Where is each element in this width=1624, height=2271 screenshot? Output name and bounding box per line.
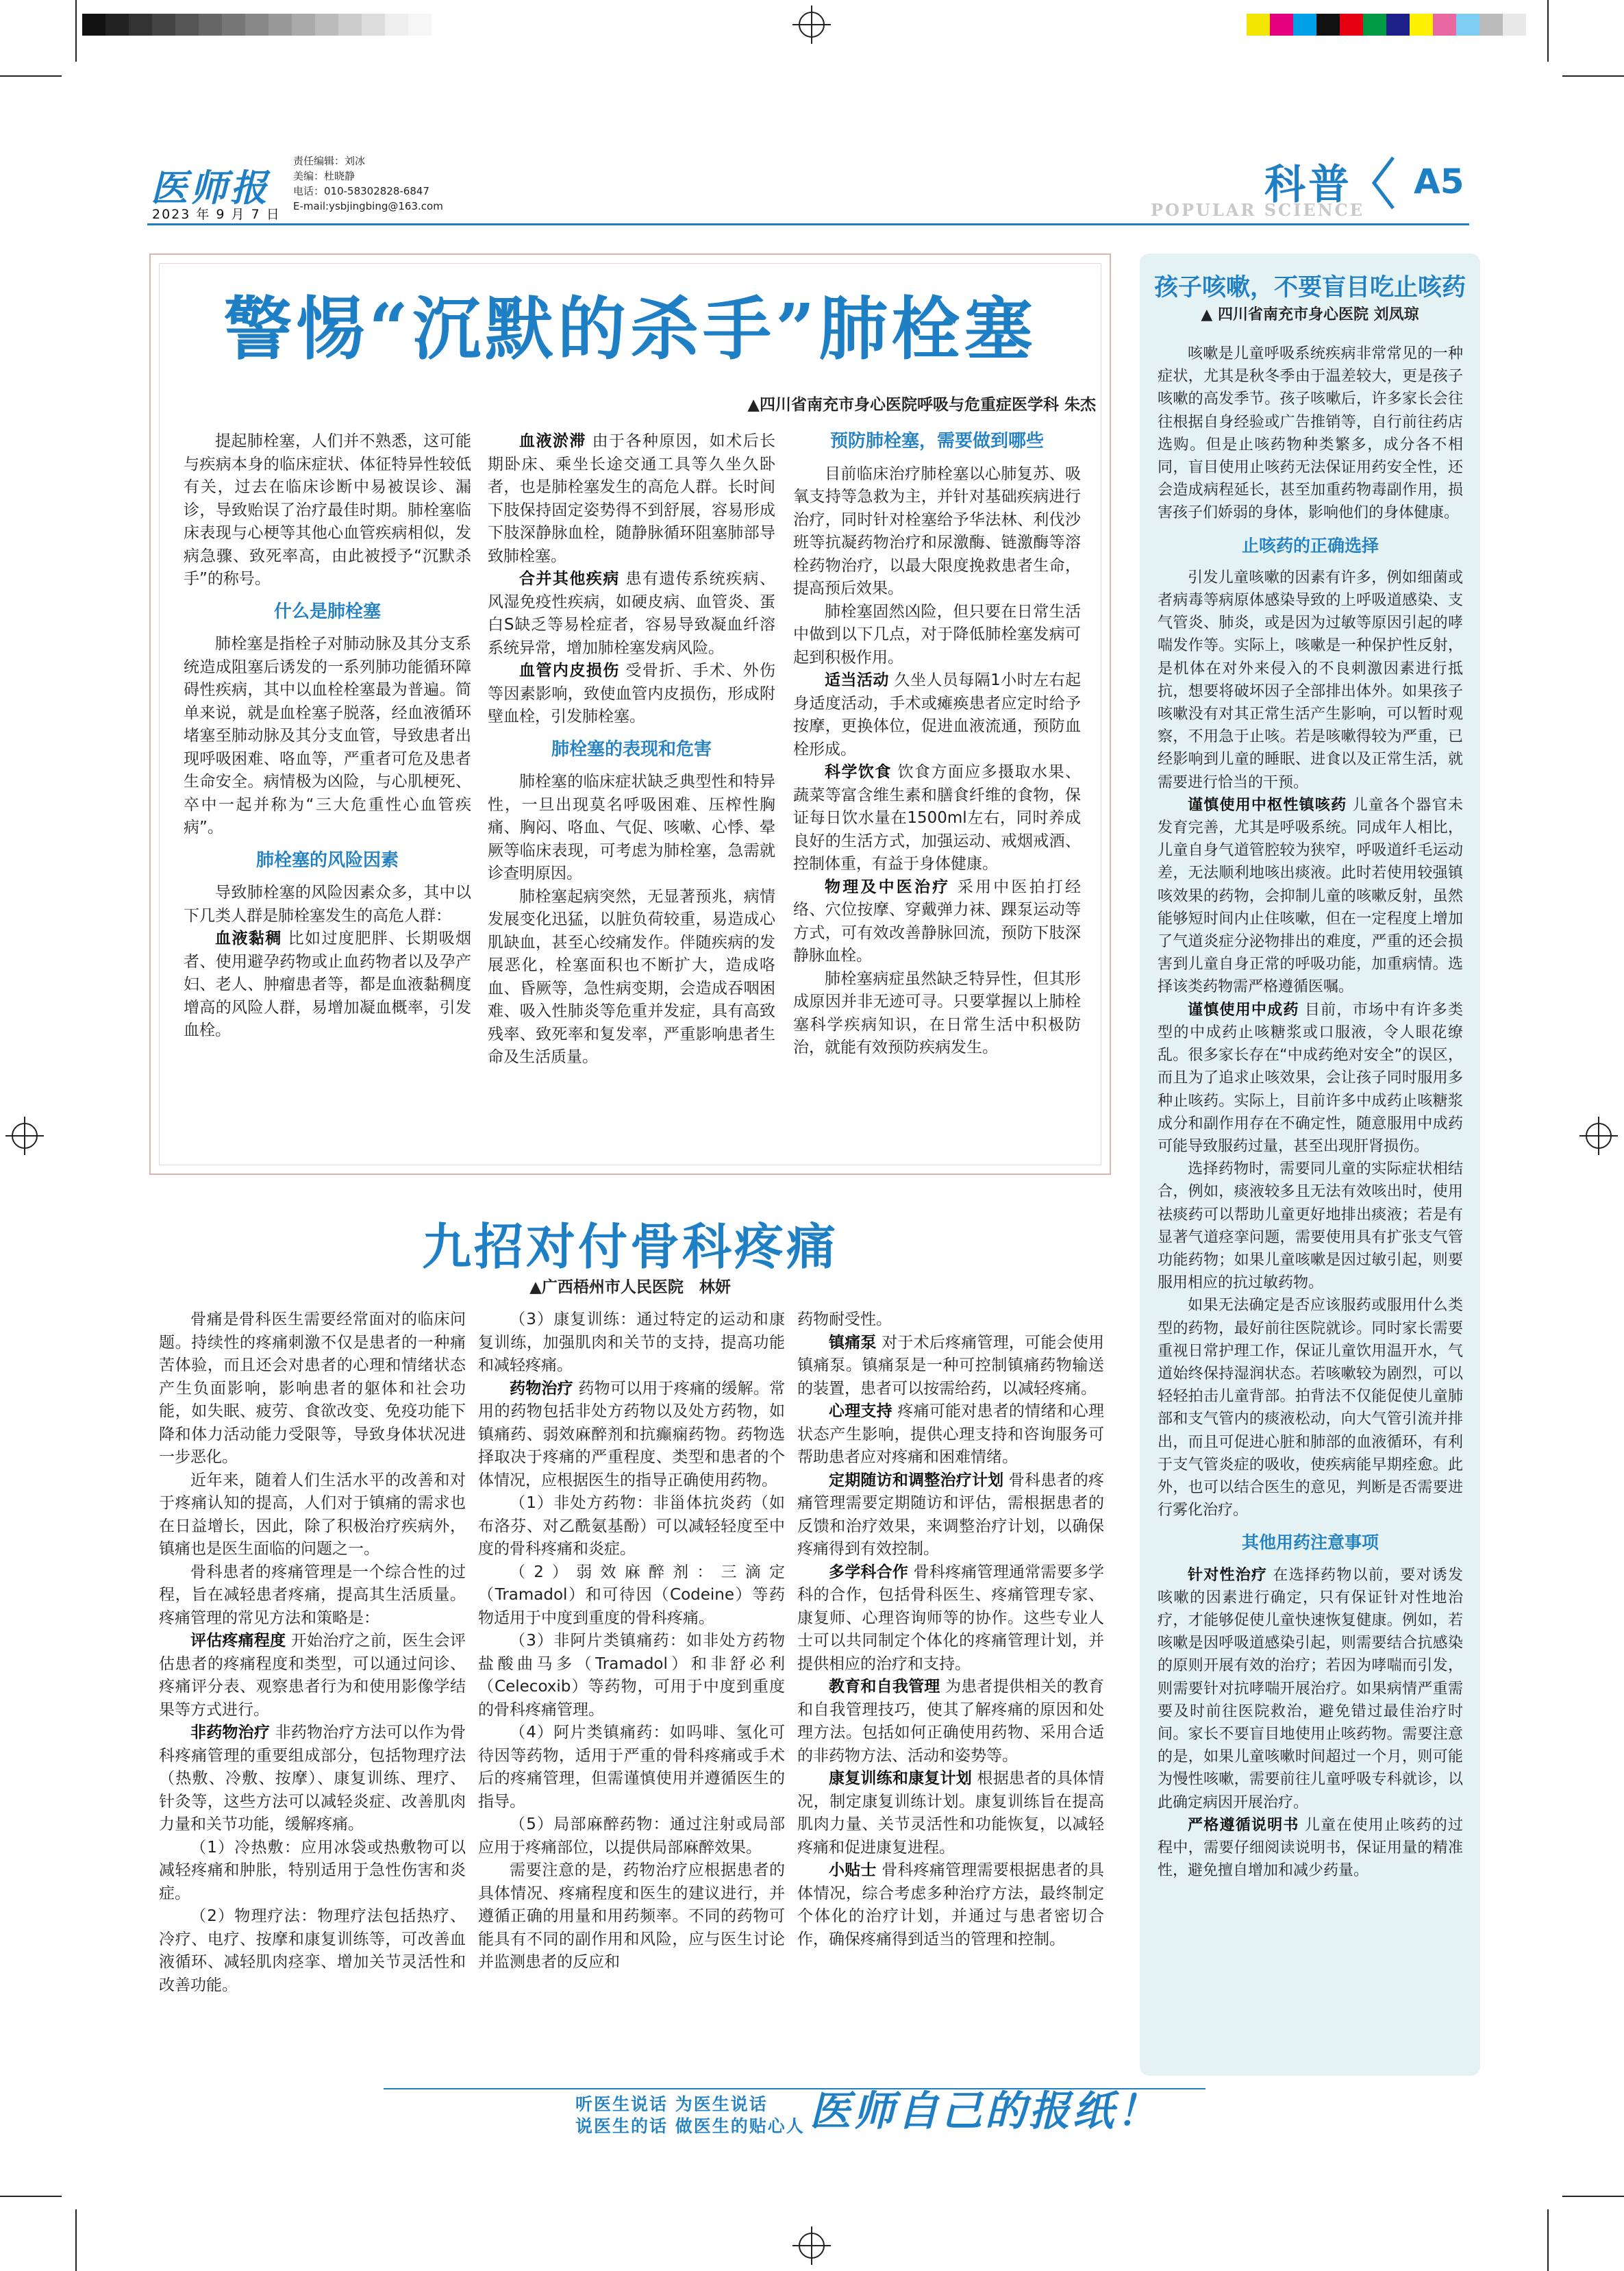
paragraph: （1）非处方药物：非甾体抗炎药（如布洛芬、对乙酰氨基酚）可以减轻轻度至中度的骨科疼痛和炎症。 <box>478 1494 785 1558</box>
paragraph <box>1158 999 1463 1158</box>
article2-column-1 <box>159 1308 466 1997</box>
staff-designer: 美编：杜晓静 <box>293 170 355 182</box>
paragraph-text: 非药物治疗方法可以作为骨科疼痛管理的重要组成部分，包括物理疗法（热敷、冷敷、按摩）、康复训练、理疗、针灸等，这些方法可以减轻炎症、改善肌肉力量和关节功能，缓解疼痛。 <box>159 1724 466 1833</box>
section-subtitle: POPULAR SCIENCE <box>1151 200 1365 220</box>
paragraph <box>797 1469 1104 1561</box>
paragraph: 如果无法确定是否应该服药或服用什么类型的药物，最好前往医院就诊。同时家长需要重视日常护理工作，保证儿童饮用温开水，气道始终保持湿润状态。若咳嗽较为剧烈，可以轻轻拍击儿童背部。拍背法不仅能促使儿童肺部和支气管内的痰液松动，向大气管引流并排出，而且可促进心脏和肺部的血液循环，有利于支气管炎症的吸收，使疾病能早期痊愈。此外，也可以结合医生的意见，判断是否需要进行雾化治疗。 <box>1158 1297 1463 1519</box>
registration-mark-left <box>5 1117 44 1155</box>
subheading: 什么是肺栓塞 <box>273 601 381 622</box>
crop-mark <box>75 0 77 62</box>
paragraph <box>1158 1564 1463 1814</box>
sidebar-title: 孩子咳嗽，不要盲目吃止咳药 <box>1153 274 1466 301</box>
registration-mark-top <box>792 5 831 44</box>
paragraph-text: 开始治疗之前，医生会评估患者的疼痛程度和类型，可以通过问诊、疼痛评分表、观察患者行为和使用影像学结果等方式进行。 <box>159 1632 466 1719</box>
lead-term: 血管内皮损伤 <box>519 662 620 680</box>
staff-email: E-mail:ysbjingbing@163.com <box>293 200 443 212</box>
paragraph: （1）冷热敷：应用冰袋或热敷物可以减轻疼痛和肿胀，特别适用于急性伤害和炎症。 <box>159 1838 466 1902</box>
lead-term: 心理支持 <box>829 1402 892 1420</box>
paragraph-text: 在选择药物以前，要对诱发咳嗽的因素进行确定，只有保证针对性地治疗，才能够促使儿童快速恢复健康。例如，若咳嗽是因呼吸道感染引起，则需要结合抗感染的原则开展有效的治疗；若因为哮喘而引发，则需要针对抗哮喘开展治疗。如果病情严重需要及时前往医院救治，避免错过最佳治疗时间。家长不要盲目地使用止咳药物。需要注意的是，如果儿童咳嗽时间超过一个月，则可能为慢性咳嗽，需要前往儿童呼吸专科就诊，以此确定病因开展治疗。 <box>1158 1566 1463 1811</box>
lead-term: 科学饮食 <box>825 763 892 781</box>
paragraph <box>478 1378 785 1493</box>
grayscale-strip <box>82 14 432 36</box>
lead-term: 教育和自我管理 <box>829 1678 940 1696</box>
article2-column-2 <box>478 1308 785 1974</box>
paragraph: 肺栓塞的临床症状缺乏典型性和特异性，一旦出现莫名呼吸困难、压榨性胸痛、胸闷、咯血、气促、咳嗽、心悸、晕厥等临床表现，可考虑为肺栓塞，急需就诊查明原因。 <box>488 773 775 882</box>
paragraph: 肺栓塞病症虽然缺乏特异性，但其形成原因并非无迹可寻。只要掌握以上肺栓塞科学疾病知识，在日常生活中积极防治，就能有效预防疾病发生。 <box>793 969 1081 1056</box>
paragraph <box>488 660 775 729</box>
footer-slogan-line1: 听医生说话 为医生说话 <box>575 2094 768 2114</box>
paragraph: （5）局部麻醉药物：通过注射或局部应用于疼痛部位，以提供局部麻醉效果。 <box>478 1815 785 1857</box>
subheading: 肺栓塞的表现和危害 <box>551 739 712 760</box>
subheading: 预防肺栓塞，需要做到哪些 <box>829 431 1044 451</box>
lead-term: 血液淤滞 <box>519 432 586 450</box>
chevron-left-icon <box>1370 152 1397 214</box>
lead-term: 多学科合作 <box>829 1563 909 1581</box>
paragraph: 骨痛是骨科医生需要经常面对的临床问题。持续性的疼痛刺激不仅是患者的一种痛苦体验，而且还会对患者的心理和情绪状态产生负面影响，影响患者的躯体和社会功能，如失眠、疲劳、食欲改变、免疫功能下降和体力活动能力受限等，导致身体状况进一步恶化。 <box>159 1311 466 1466</box>
article1-column-1 <box>184 430 471 1043</box>
paragraph: （2）弱效麻醉剂：三滴定（Tramadol）和可待因（Codeine）等药物适用于中度到重度的骨科疼痛。 <box>478 1563 785 1627</box>
color-strip <box>1247 14 1526 36</box>
registration-mark-right <box>1579 1117 1618 1155</box>
crop-mark <box>0 2196 62 2197</box>
paragraph: 咳嗽是儿童呼吸系统疾病非常常见的一种症状，尤其是秋冬季由于温差较大，更是孩子咳嗽的高发季节。孩子咳嗽后，许多家长会往往根据自身经验或广告推销等，自行前往药店选购。但是止咳药物种类繁多，成分各不相同，盲目使用止咳药无法保证用药安全性，还会造成病程延长，甚至加重药物毒副作用，损害孩子们娇弱的身体，影响他们的身体健康。 <box>1158 345 1463 522</box>
sidebar-column <box>1158 343 1463 1882</box>
paragraph: 目前临床治疗肺栓塞以心肺复苏、吸氧支持等急救为主，并针对基础疾病进行治疗，同时针对栓塞给予华法林、利伐沙班等抗凝药物治疗和尿激酶、链激酶等溶栓药物治疗，以最大限度挽救患者生命，提高预后效果。 <box>793 464 1081 597</box>
paragraph-text: 为患者提供相关的教育和自我管理技巧，使其了解疼痛的原因和处理方法。包括如何正确使用药物、采用合适的非药物方法、活动和姿势等。 <box>797 1678 1105 1765</box>
sidebar-byline: ▲ 四川省南充市身心医院 刘凤琼 <box>1201 306 1419 323</box>
paragraph <box>159 1630 466 1722</box>
paragraph <box>184 928 471 1043</box>
paragraph-text: 饮食方面应多摄取水果、蔬菜等富含维生素和膳食纤维的食物，保证每日饮水量在1500ml左右，同时养成良好的生活方式，加强运动、戒烟戒酒、控制体重，有益于身体健康。 <box>793 763 1082 873</box>
paragraph: 需要注意的是，药物治疗应根据患者的具体情况、疼痛程度和医生的建议进行，并遵循正确的用量和用药频率。不同的药物可能具有不同的副作用和风险，应与医生讨论并监测患者的反应和 <box>478 1861 785 1971</box>
crop-mark <box>1547 2209 1549 2271</box>
footer-slogan-line2: 说医生的话 做医生的贴心人 <box>575 2116 805 2136</box>
lead-term: 非药物治疗 <box>190 1724 271 1741</box>
paragraph: （3）康复训练：通过特定的运动和康复训练，加强肌肉和关节的支持，提高功能和减轻疼痛。 <box>478 1311 785 1374</box>
crop-mark <box>1562 75 1624 77</box>
article2-column-3 <box>797 1308 1104 1951</box>
staff-phone: 电话：010-58302828-6847 <box>293 185 429 197</box>
paragraph: 提起肺栓塞，人们并不熟悉，这可能与疾病本身的临床症状、体征特异性较低有关，过去在临床诊断中易被误诊、漏诊，导致贻误了治疗最佳时期。肺栓塞临床表现与心梗等其他心血管疾病相似，发病急骤、致死率高，由此被授予“沉默杀手”的称号。 <box>184 432 471 588</box>
crop-mark <box>0 75 62 77</box>
article2-title: 九招对付骨科疼痛 <box>421 1217 838 1276</box>
lead-term: 镇痛泵 <box>829 1333 877 1352</box>
subheading: 其他用药注意事项 <box>1241 1532 1379 1553</box>
staff-info <box>293 153 443 214</box>
lead-term: 谨慎使用中成药 <box>1188 1001 1299 1019</box>
lead-term: 康复训练和康复计划 <box>829 1770 972 1787</box>
article1-column-3 <box>793 430 1081 1060</box>
paragraph-text: 受骨折、手术、外伤等因素影响，致使血管内皮损伤，形成附壁血栓，引发肺栓塞。 <box>488 662 776 725</box>
section-title: 科普 <box>1264 161 1352 209</box>
staff-editor: 责任编辑：刘冰 <box>293 155 366 167</box>
paragraph-text: 根据患者的具体情况，制定康复训练计划。康复训练旨在提高肌肉力量、关节灵活性和功能恢复，以减轻疼痛和促进康复进程。 <box>797 1770 1105 1857</box>
paragraph <box>797 1767 1104 1859</box>
subheading: 止咳药的正确选择 <box>1241 535 1379 556</box>
lead-term: 适当活动 <box>825 671 889 689</box>
paragraph <box>797 1676 1104 1767</box>
paragraph-text: 疼痛可能对患者的情绪和心理状态产生影响，提供心理支持和咨询服务可帮助患者应对疼痛和困难情绪。 <box>797 1402 1105 1466</box>
paragraph: 肺栓塞起病突然，无显著预兆，病情发展变化迅猛，以脏负荷较重，易造成心肌缺血，甚至心绞痛发作。伴随疾病的发展恶化，栓塞面积也不断扩大，造成咯血、昏厥等，急性病变期，会造成吞咽困难、吸入性肺炎等危重并发症，具有高致残率、致死率和复发率，严重影响患者生命及生活质量。 <box>488 887 775 1066</box>
paragraph <box>797 1332 1104 1401</box>
lead-term: 物理及中医治疗 <box>825 878 951 896</box>
lead-term: 定期随访和调整治疗计划 <box>829 1471 1004 1489</box>
paragraph-text: 药物可以用于疼痛的缓解。常用的药物包括非处方药物以及处方药物，如镇痛药、弱效麻醉剂和抗癫痫药物。药物选择取决于疼痛的严重程度、类型和患者的个体情况，应根据医生的指导正确使用药物。 <box>478 1379 786 1489</box>
paragraph <box>797 1859 1104 1951</box>
lead-term: 严格遵循说明书 <box>1188 1816 1299 1834</box>
lead-term: 评估疼痛程度 <box>190 1632 286 1650</box>
paragraph-text: 采用中医拍打经络、穴位按摩、穿戴弹力袜、踝泵运动等方式，可有效改善静脉回流，预防下肢深静脉血栓。 <box>793 878 1082 965</box>
paragraph-text: 由于各种原因，如术后长期卧床、乘坐长途交通工具等久坐久卧者，也是肺栓塞发生的高危人群。长时间下肢保持固定姿势得不到舒展，容易形成下肢深静脉血栓，随静脉循环阻塞肺部导致肺栓塞。 <box>488 432 776 565</box>
paragraph-text: 儿童在使用止咳药的过程中，需要仔细阅读说明书，保证用量的精准性，避免擅自增加和减少药量。 <box>1158 1816 1463 1880</box>
paragraph <box>488 430 775 568</box>
paragraph-text: 骨科疼痛管理需要根据患者的具体情况，综合考虑多种治疗方法，最终制定个体化的治疗计划，并通过与患者密切合作，确保疼痛得到适当的管理和控制。 <box>797 1861 1105 1948</box>
paragraph <box>793 669 1081 761</box>
crop-mark <box>1547 0 1549 62</box>
paragraph-text: 久坐人员每隔1小时左右起身适度活动，手术或瘫痪患者应定时给予按摩，更换体位，促进血液流通，预防血栓形成。 <box>793 671 1082 758</box>
paragraph: （3）非阿片类镇痛药：如非处方药物盐酸曲马多（Tramadol）和非舒必利（Celecoxib）等药物，可用于中度到重度的骨科疼痛管理。 <box>478 1632 785 1719</box>
lead-term: 谨慎使用中枢性镇咳药 <box>1188 796 1347 814</box>
article2-byline: ▲广西梧州市人民医院 林妍 <box>529 1278 731 1296</box>
paragraph-text: 儿童各个器官未发育完善，尤其是呼吸系统。同成年人相比，儿童自身气道管腔较为狭窄，呼吸道纤毛运动差，无法顺利地咳出痰液。此时若使用较强镇咳效果的药物，会抑制儿童的咳嗽反射，虽然能够短时间内止住咳嗽，但在一定程度上增加了气道炎症分泌物排出的难度，严重的还会损害到儿童自身正常的呼吸功能，加重病情。选择该类药物需严格遵循医嘱。 <box>1158 796 1463 996</box>
paragraph: 肺栓塞是指栓子对肺动脉及其分支系统造成阻塞后诱发的一系列肺功能循环障碍性疾病，其中以血栓栓塞最为普遍。简单来说，就是血栓塞子脱落，经血液循环堵塞至肺动脉及其分支血管，导致患者出现呼吸困难、咯血等，严重者可危及患者生命安全。病情极为凶险，与心肌梗死、卒中一起并称为“三大危重性心血管疾病”。 <box>184 635 471 836</box>
paragraph: 引发儿童咳嗽的因素有许多，例如细菌或者病毒等病原体感染导致的上呼吸道感染、支气管炎、肺炎，或是因为过敏等原因引起的哮喘发作等。实际上，咳嗽是一种保护性反射，是机体在对外来侵入的不良刺激因素进行抵抗，想要将破坏因子全部排出体外。如果孩子咳嗽没有对其正常生活产生影响，可以暂时观察，不用急于止咳。若是咳嗽得较为严重，已经影响到儿童的睡眠、进食以及正常生活，就需要进行恰当的干预。 <box>1158 569 1463 791</box>
paragraph <box>793 876 1081 968</box>
article1-column-2 <box>488 430 775 1069</box>
paragraph-text: 患有遗传系统疾病、风湿免疫性疾病，如硬皮病、血管炎、蛋白S缺乏等易栓症者，容易导致凝血纤溶系统异常，增加肺栓塞发病风险。 <box>488 570 776 657</box>
article1-byline: ▲四川省南充市身心医院呼吸与危重症医学科 朱杰 <box>747 396 1096 414</box>
paragraph: 肺栓塞固然凶险，但只要在日常生活中做到以下几点，对于降低肺栓塞发病可起到积极作用。 <box>793 602 1081 667</box>
lead-term: 血液黏稠 <box>215 930 282 947</box>
lead-term: 药物治疗 <box>510 1379 573 1398</box>
masthead-divider <box>147 223 1469 225</box>
issue-date: 2023 年 9 月 7 日 <box>152 207 281 222</box>
paragraph: （2）物理疗法：物理疗法包括热疗、冷疗、电疗、按摩和康复训练等，可改善血液循环、减轻肌肉痉挛、增加关节灵活性和改善功能。 <box>159 1907 466 1994</box>
paragraph <box>1158 1814 1463 1883</box>
paragraph-text: 骨科疼痛管理通常需要多学科的合作，包括骨科医生、疼痛管理专家、康复师、心理咨询师等的协作。这些专业人士可以共同制定个体化的疼痛管理计划，并提供相应的治疗和支持。 <box>797 1563 1105 1673</box>
paragraph: 骨科患者的疼痛管理是一个综合性的过程，旨在减轻患者疼痛，提高其生活质量。疼痛管理的常见方法和策略是： <box>159 1563 466 1627</box>
paragraph-text: 骨科患者的疼痛管理需要定期随访和评估，需根据患者的反馈和治疗效果，来调整治疗计划，以确保疼痛得到有效控制。 <box>797 1471 1105 1558</box>
crop-mark <box>1562 2196 1624 2197</box>
paragraph <box>793 761 1081 876</box>
paragraph: 导致肺栓塞的风险因素众多，其中以下几类人群是肺栓塞发生的高危人群： <box>184 884 471 925</box>
page-number: A5 <box>1414 162 1464 201</box>
paragraph <box>797 1561 1104 1676</box>
paragraph: 药物耐受性。 <box>797 1311 892 1328</box>
paragraph <box>488 568 775 660</box>
footer-slogan-main: 医师自己的报纸！ <box>810 2087 1160 2135</box>
article1-title: 警惕“沉默的杀手”肺栓塞 <box>223 288 1037 369</box>
paragraph <box>797 1400 1104 1469</box>
paragraph-text: 目前，市场中有许多类型的中成药止咳糖浆或口服液，令人眼花缭乱。很多家长存在“中成药绝对安全”的误区，而且为了追求止咳效果，会让孩子同时服用多种止咳药。实际上，目前许多中成药止咳糖浆成分和副作用存在不确定性，随意服用中成药可能导致服药过量，甚至出现肝肾损伤。 <box>1158 1001 1463 1155</box>
lead-term: 小贴士 <box>829 1861 877 1879</box>
paragraph <box>159 1722 466 1837</box>
lead-term: 合并其他疾病 <box>519 570 620 588</box>
paragraph <box>1158 794 1463 999</box>
paragraph-text: 对于术后疼痛管理，可能会使用镇痛泵。镇痛泵是一种可控制镇痛药物输送的装置，患者可以按需给药，以减轻疼痛。 <box>797 1333 1105 1398</box>
subheading: 肺栓塞的风险因素 <box>255 849 399 871</box>
crop-mark <box>75 2209 77 2271</box>
paragraph: 选择药物时，需要同儿童的实际症状相结合，例如，痰液较多且无法有效咳出时，使用祛痰药可以帮助儿童更好地排出痰液；若是有显著气道痉挛问题，需要使用具有扩张支气管功能药物；如果儿童咳嗽是因过敏引起，则要服用相应的抗过敏药物。 <box>1158 1161 1463 1292</box>
paragraph: 近年来，随着人们生活水平的改善和对于疼痛认知的提高，人们对于镇痛的需求也在日益增长，因此，除了积极治疗疾病外，镇痛也是医生面临的问题之一。 <box>159 1471 466 1558</box>
registration-mark-bottom <box>792 2226 831 2265</box>
lead-term: 针对性治疗 <box>1188 1566 1268 1584</box>
newspaper-logo: 医师报 <box>151 166 270 210</box>
paragraph-text: 比如过度肥胖、长期吸烟者、使用避孕药物或止血药物者以及孕产妇、老人、肿瘤患者等，都是血液黏稠度增高的风险人群，易增加凝血概率，引发血栓。 <box>184 930 472 1039</box>
paragraph: （4）阿片类镇痛药：如吗啡、氢化可待因等药物，适用于严重的骨科疼痛或手术后的疼痛管理，但需谨慎使用并遵循医生的指导。 <box>478 1724 785 1811</box>
